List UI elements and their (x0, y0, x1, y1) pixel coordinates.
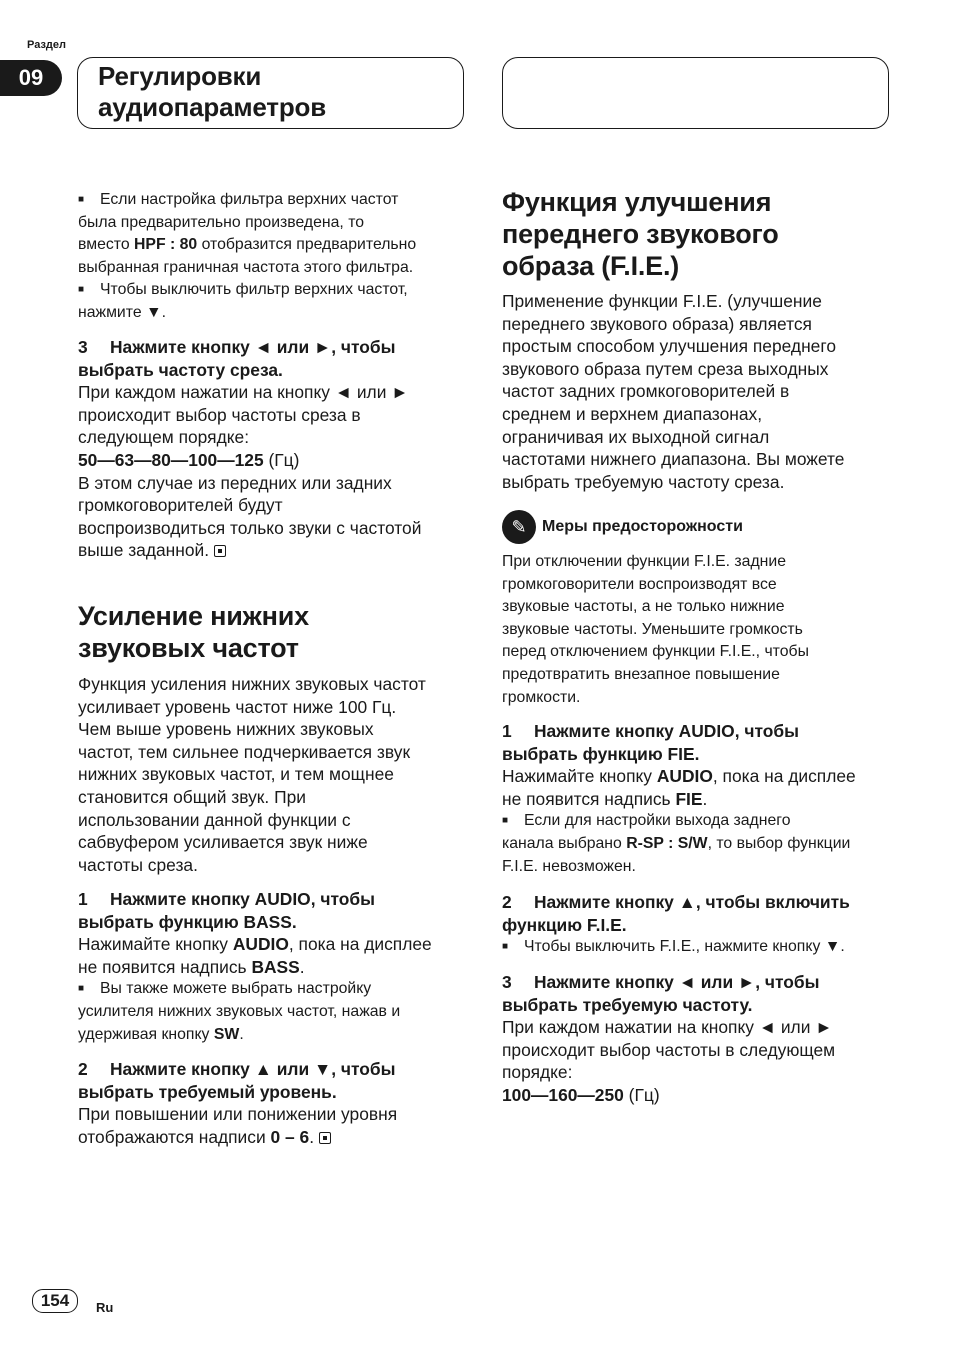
section-label: Раздел (27, 39, 66, 51)
frequency-sequence: 50—63—80—100—125 (Гц) (78, 449, 300, 470)
text-line: среднем и верхнем диапазонах, (502, 403, 763, 424)
text-line: канала выбрано R-SP : S/W, то выбор функции (502, 834, 851, 852)
text-line: не появится надпись BASS. (78, 956, 305, 977)
section-heading: переднего звукового (502, 219, 779, 249)
text-line: F.I.E. невозможен. (502, 857, 636, 875)
caution-header (502, 510, 892, 544)
caution-title: Меры предосторожности (542, 517, 743, 535)
step-heading: выбрать функцию BASS. (78, 911, 297, 932)
section-heading: образа (F.I.E.) (502, 251, 680, 281)
text-line: следующем порядке: (78, 427, 250, 448)
text-line: Применение функции F.I.E. (улучшение (502, 291, 822, 311)
text-line: При каждом нажатии на кнопку ◄ или ► (78, 382, 409, 403)
empty-header-box (502, 57, 889, 129)
text-line: удерживая кнопку SW. (78, 1025, 244, 1043)
bass-intro (78, 673, 468, 876)
fie-note-off: ■ Чтобы выключить F.I.E., нажмите кнопку ▼. (502, 936, 902, 959)
step-heading: выбрать частоту среза. (78, 359, 283, 380)
chapter-title-line2: аудиопараметров (98, 92, 326, 122)
fie-intro (502, 290, 892, 493)
page-number: 154 (32, 1289, 78, 1313)
text-line: громкости. (502, 688, 581, 706)
text-line: При отключении функции F.I.E. задние (502, 553, 787, 570)
text-line: нажмите ▼. (78, 303, 167, 321)
text-line: частотами нижнего диапазона. Вы можете (502, 449, 845, 470)
hpf-note-2: ■ Чтобы выключить фильтр верхних частот, (78, 279, 468, 302)
section-heading: Усиление нижних (78, 601, 309, 631)
text-line: не появится надпись FIE. (502, 788, 708, 809)
bass-section-title (78, 600, 468, 664)
text-line: была предварительно произведена, то (78, 213, 365, 231)
step-3-block (78, 336, 468, 562)
text-line: усилителя нижних звуковых частот, нажав и (78, 1002, 401, 1020)
bullet-icon: ■ (78, 284, 85, 296)
bullet-icon: ■ (78, 983, 85, 995)
text-line: переднего звукового образа) является (502, 313, 812, 334)
step-heading: 2 Нажмите кнопку ▲ или ▼, чтобы (78, 1059, 396, 1079)
step-heading: 2 Нажмите кнопку ▲, чтобы включить (502, 892, 850, 912)
step-heading: функцию F.I.E. (502, 914, 627, 935)
end-mark-icon (319, 1132, 331, 1144)
text-line: сабвуфером усиливается звук ниже (78, 832, 368, 853)
section-heading: звуковых частот (78, 633, 299, 663)
language-code: Ru (96, 1300, 114, 1315)
text-line: происходит выбор частоты в следующем (502, 1039, 836, 1060)
text-line: частот задних громкоговорителей в (502, 381, 790, 402)
step-heading: выбрать требуемый уровень. (78, 1081, 337, 1102)
text-line: отображаются надписи 0 – 6. (78, 1126, 468, 1149)
text-line: ограничивая их выходной сигнал (502, 426, 770, 447)
step-heading: выбрать требуемую частоту. (502, 994, 753, 1015)
step-heading: 3 Нажмите кнопку ◄ или ►, чтобы (502, 972, 820, 992)
text-line: использовании данной функции с (78, 809, 351, 830)
text-line: происходит выбор частоты среза в (78, 404, 361, 425)
text-line: Нажимайте кнопку AUDIO, пока на дисплее (78, 934, 432, 955)
hpf-note-1: ■ Если настройка фильтра верхних частот (78, 189, 468, 212)
text-line: При каждом нажатии на кнопку ◄ или ► (502, 1017, 833, 1038)
text-line: порядке: (502, 1062, 573, 1083)
caution-text (502, 551, 892, 709)
step-heading: выбрать функцию FIE. (502, 743, 700, 764)
bass-note: ■ Вы также можете выбрать настройку усилителя нижних звуковых частот, нажав и удерживая кнопку SW. (78, 978, 468, 1046)
text-line: становится общий звук. При (78, 786, 306, 807)
text-line: перед отключением функции F.I.E., чтобы (502, 643, 809, 661)
bass-step-2 (78, 1058, 468, 1148)
text-line: громкоговорителей будут (78, 495, 283, 516)
text-line: Чем выше уровень нижних звуковых (78, 719, 374, 740)
text-line: звукового образа путем среза выходных (502, 358, 829, 379)
text-line: воспроизводиться только звуки с частотой (78, 517, 422, 538)
fie-step-3 (502, 971, 892, 1107)
fie-section-title (502, 186, 892, 282)
text-line: предотвратить внезапное повышение (502, 665, 780, 683)
step-heading: 1 Нажмите кнопку AUDIO, чтобы (78, 889, 375, 909)
text-line: вместо HPF : 80 отобразится предварительно (78, 236, 417, 254)
step-heading: 3 Нажмите кнопку ◄ или ►, чтобы (78, 337, 396, 357)
bullet-icon: ■ (502, 941, 509, 953)
text-line: выше заданной. (78, 539, 468, 562)
text-line: При повышении или понижении уровня (78, 1104, 398, 1125)
text-line: выбранная граничная частота этого фильтра. (78, 258, 414, 276)
text-line: выбрать требуемую частоту среза. (502, 471, 785, 492)
text-line: В этом случае из передних или задних (78, 472, 392, 493)
end-mark-icon (214, 545, 226, 557)
step-heading: 1 Нажмите кнопку AUDIO, чтобы (502, 721, 799, 741)
section-number-tab: 09 (0, 60, 62, 96)
text-line: Функция усиления нижних звуковых частот (78, 674, 426, 694)
section-heading: Функция улучшения (502, 187, 772, 217)
text-line: частоты среза. (78, 854, 198, 875)
text-line: громкоговорители воспроизводят все (502, 575, 777, 593)
text-line: звуковые частоты. Уменьшите громкость (502, 620, 803, 638)
chapter-title-line1: Регулировки (98, 61, 262, 91)
fie-note: ■ Если для настройки выхода заднего канала выбрано R-SP : S/W, то выбор функции F.I.E. невозможен. (502, 810, 892, 878)
caution-icon: ✎ (502, 510, 536, 544)
text-line: усиливает уровень частот ниже 100 Гц. (78, 696, 397, 717)
chapter-title-box (77, 57, 464, 129)
bullet-icon: ■ (502, 815, 509, 827)
bass-step-1 (78, 888, 468, 1046)
text-line: частот, тем сильнее подчеркивается звук (78, 741, 411, 762)
text-line: простым способом улучшения переднего (502, 336, 836, 357)
text-line: нижних звуковых частот, и тем мощнее (78, 764, 394, 785)
fie-step-2 (502, 891, 902, 959)
text-line: звуковые частоты, а не только нижние (502, 598, 785, 616)
frequency-sequence: 100—160—250 (Гц) (502, 1084, 660, 1105)
text-line: Нажимайте кнопку AUDIO, пока на дисплее (502, 766, 856, 787)
fie-step-1 (502, 720, 892, 878)
hpf-notes (78, 189, 468, 325)
bullet-icon: ■ (78, 194, 85, 205)
